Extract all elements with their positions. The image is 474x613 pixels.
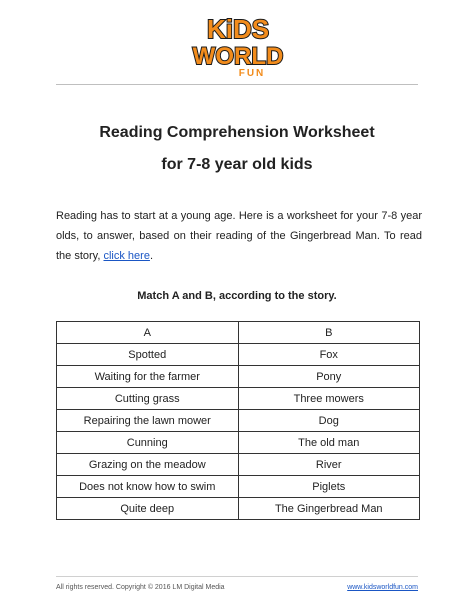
worksheet-subtitle: for 7-8 year old kids [161,156,313,173]
cell-a: Cutting grass [57,388,239,410]
table-row [57,388,420,410]
header-divider [56,84,418,85]
logo-line-world: WORLD [192,43,284,70]
table-row [57,498,420,520]
copyright-notice: All rights reserved. Copyright © 2016 LM Digital Media [56,584,225,591]
logo-line-kids: KiDS [206,14,270,44]
intro-period: . [149,250,154,262]
column-header-b: B [238,322,420,344]
column-header-a: A [57,322,239,344]
table-row [57,476,420,498]
cell-b: Piglets [238,476,420,498]
cell-b: Dog [238,410,420,432]
cell-b: River [238,454,420,476]
logo-line-fun: FUN [238,68,266,79]
cell-a: Waiting for the farmer [57,366,239,388]
table-row [57,366,420,388]
table-row [57,344,420,366]
cell-a: Grazing on the meadow [57,454,239,476]
worksheet-title: Reading Comprehension Worksheet [99,124,375,141]
table-header-row [57,322,420,344]
table-row [57,432,420,454]
match-instruction: Match A and B, according to the story. [137,290,337,302]
intro-text: Reading has to start at a young age. Here is a worksheet for your 7-8 year olds, to answer, based on their reading of the Gingerbread Man. To read the story, [56,210,422,262]
kids-world-fun-logo [182,8,294,80]
table-row [57,410,420,432]
match-table [56,321,420,520]
footer-divider [56,576,418,577]
cell-b: Three mowers [238,388,420,410]
website-link[interactable]: www.kidsworldfun.com [347,584,418,591]
cell-a: Does not know how to swim [57,476,239,498]
cell-a: Spotted [57,344,239,366]
cell-a: Quite deep [57,498,239,520]
cell-a: Repairing the lawn mower [57,410,239,432]
cell-b: The old man [238,432,420,454]
cell-a: Cunning [57,432,239,454]
intro-paragraph [56,206,422,266]
cell-b: The Gingerbread Man [238,498,420,520]
cell-b: Fox [238,344,420,366]
click-here-link[interactable]: click here [103,250,150,262]
cell-b: Pony [238,366,420,388]
table-row [57,454,420,476]
